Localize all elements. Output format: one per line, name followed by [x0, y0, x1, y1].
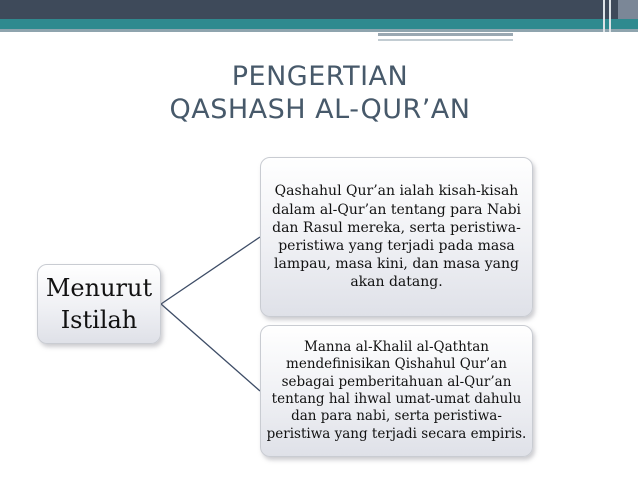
header-band-dark: [0, 0, 638, 19]
child-node-1-text: Qashahul Qur’an ialah kisah-kisah dalam al-Qur’an tentang para Nabi dan Rasul mereka, serta peristiwa-peristiwa yang terjadi pada masa lampau, masa kini, dan masa yang akan datang.: [271, 183, 522, 291]
child-node-2: [260, 325, 533, 457]
header-stripe-2: [609, 0, 611, 32]
header-corner-accent: [618, 0, 638, 19]
connector-root-to-child-2: [161, 304, 260, 391]
header-stripe-1: [603, 0, 605, 32]
header-band-light: [0, 29, 638, 32]
header-band-teal: [0, 19, 638, 29]
slide-title-line-1: PENGERTIAN: [231, 61, 409, 92]
slide-title: [120, 60, 520, 126]
root-node: [37, 264, 161, 344]
connector-root-to-child-1: [161, 237, 260, 304]
root-node-line-2: Istilah: [60, 306, 138, 334]
header-accent-line-thin: [378, 39, 513, 41]
child-node-1: [260, 157, 533, 317]
child-node-2-text: Manna al-Khalil al-Qathtan mendefinisikan Qishahul Qur’an sebagai pemberitahuan al-Qur’an tentang hal ihwal umat-umat dahulu dan para nabi, serta peristiwa-peristiwa yang terjadi secara empiris.: [266, 338, 527, 442]
header-decoration: [0, 0, 638, 50]
root-node-line-1: Menurut: [45, 274, 153, 302]
header-accent-line: [378, 33, 513, 36]
slide-title-line-2: QASHASH AL-QUR’AN: [169, 94, 471, 125]
